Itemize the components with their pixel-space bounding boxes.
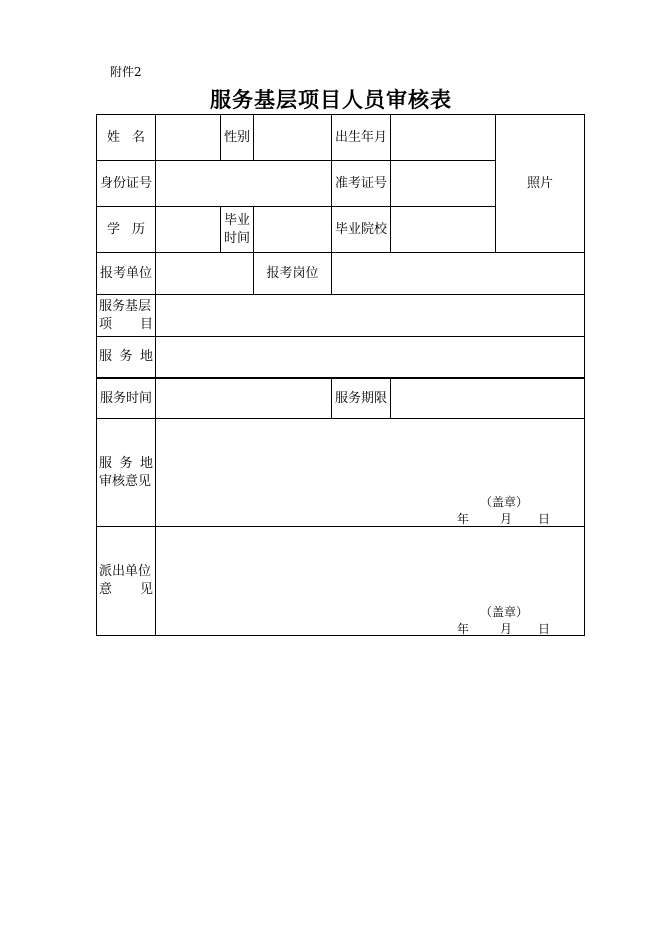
name-label-char-1: 姓 [107, 129, 121, 145]
apply-post-field[interactable] [331, 252, 585, 295]
apply-unit-label: 报考单位 [96, 252, 156, 295]
gender-field[interactable] [253, 114, 332, 161]
unit-opinion-month: 月 [500, 622, 513, 636]
unit-opinion-label-char-1: 意 [99, 582, 113, 597]
unit-opinion-label-line2 [99, 581, 153, 599]
service-place-label [96, 336, 156, 378]
unit-opinion-label-line1: 派出单位 [99, 564, 152, 579]
unit-opinion-seal: （盖章） [480, 605, 529, 619]
place-opinion-label-line2: 审核意见 [99, 473, 152, 489]
education-label [96, 206, 156, 253]
service-time-label: 服务时间 [96, 377, 156, 419]
place-opinion-seal: （盖章） [480, 495, 529, 509]
service-project-label [96, 294, 156, 337]
apply-post-label: 报考岗位 [253, 252, 332, 295]
id-number-label: 身份证号 [96, 160, 156, 207]
education-field[interactable] [155, 206, 221, 253]
graduate-school-label: 毕业院校 [331, 206, 391, 253]
unit-opinion-day: 日 [538, 622, 551, 636]
place-opinion-label-char-2: 务 [119, 455, 133, 471]
unit-opinion-label [96, 526, 156, 636]
service-project-label-line1: 服务基层 [99, 298, 152, 314]
birth-label: 出生年月 [331, 114, 391, 161]
photo-label: 照片 [526, 175, 553, 191]
photo-box[interactable] [495, 114, 585, 253]
grad-time-label [220, 206, 254, 253]
name-label-char-2: 名 [131, 129, 145, 145]
service-place-field[interactable] [155, 336, 585, 378]
unit-opinion-label-char-2: 见 [139, 582, 153, 597]
form-title: 服务基层项目人员审核表 [210, 88, 452, 112]
service-project-label-char-2: 目 [139, 316, 153, 332]
place-opinion-label [96, 418, 156, 527]
apply-unit-field[interactable] [155, 252, 254, 295]
education-label-char-2: 历 [131, 221, 145, 237]
education-label-char-1: 学 [107, 221, 121, 237]
grad-time-field[interactable] [253, 206, 332, 253]
attachment-label: 附件2 [110, 65, 142, 79]
place-opinion-date [457, 510, 550, 527]
place-opinion-label-char-1: 服 [99, 455, 113, 471]
unit-opinion-date [457, 620, 550, 637]
gender-label: 性别 [220, 114, 254, 161]
birth-field[interactable] [390, 114, 496, 161]
graduate-school-field[interactable] [390, 206, 496, 253]
exam-number-field[interactable] [390, 160, 496, 207]
name-label [96, 114, 156, 161]
service-place-label-char-2: 务 [119, 349, 133, 364]
service-project-label-line2 [99, 316, 153, 334]
service-time-field[interactable] [155, 377, 332, 419]
place-opinion-year: 年 [457, 512, 470, 526]
service-term-field[interactable] [390, 377, 585, 419]
place-opinion-day: 日 [538, 512, 551, 526]
service-project-label-char-1: 项 [99, 316, 113, 332]
place-opinion-month: 月 [500, 512, 513, 526]
place-opinion-label-line1 [99, 455, 153, 473]
service-term-label: 服务期限 [331, 377, 391, 419]
place-opinion-label-char-3: 地 [139, 455, 153, 471]
service-place-label-char-3: 地 [139, 349, 153, 364]
grad-time-label-line2: 时间 [223, 230, 250, 246]
name-field[interactable] [155, 114, 221, 161]
service-project-field[interactable] [155, 294, 585, 337]
exam-number-label: 准考证号 [331, 160, 391, 207]
id-number-field[interactable] [155, 160, 332, 207]
grad-time-label-line1: 毕业 [223, 212, 250, 228]
unit-opinion-year: 年 [457, 622, 470, 636]
service-place-label-char-1: 服 [99, 349, 113, 364]
